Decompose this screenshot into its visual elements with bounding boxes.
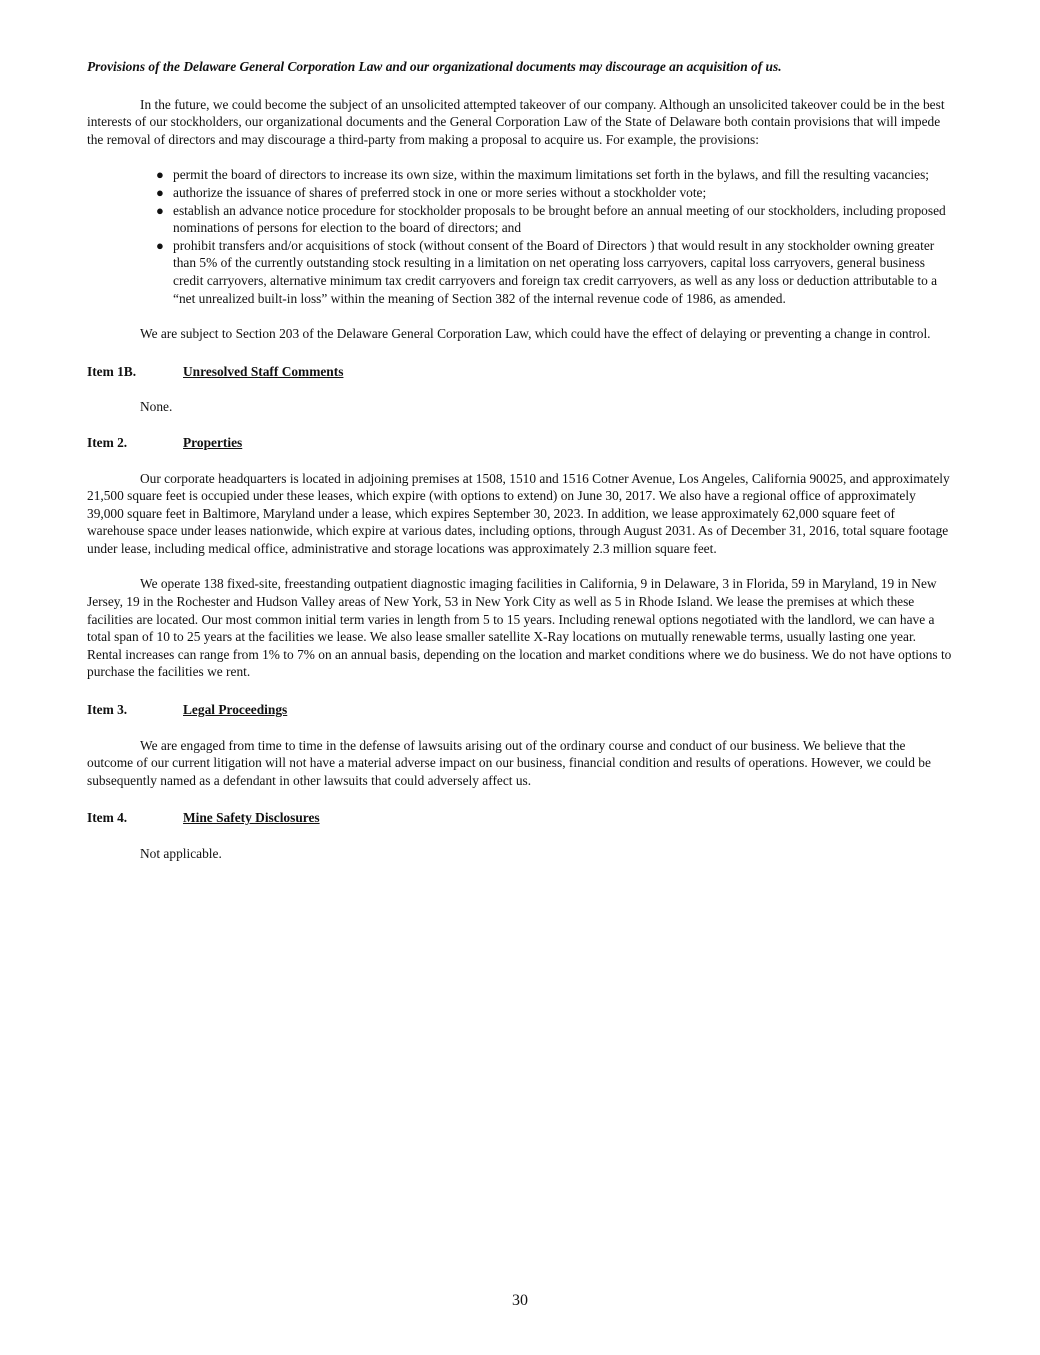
bullet-icon: ● [156, 184, 164, 200]
item-number: Item 4. [87, 810, 128, 826]
item-1b-heading [87, 363, 953, 381]
item-title: Properties [183, 434, 243, 450]
legal-proceedings-paragraph: We are engaged from time to time in the defense of lawsuits arising out of the ordinary course and conduct of our business. We believe that the outcome of our current litigation will not have a material adverse impact on our business, financial condition and results of operations. However, we could be subsequently named as a defendant in other lawsuits that could adversely affect us. [87, 737, 931, 788]
list-item-text: permit the board of directors to increase its own size, within the maximum limitations set forth in the bylaws, and fill the resulting vacancies; [173, 167, 930, 183]
bullet-icon: ● [156, 237, 164, 253]
item-4-body: Not applicable. [140, 846, 222, 861]
item-number: Item 3. [87, 702, 128, 718]
item-title: Unresolved Staff Comments [183, 363, 344, 379]
item-title: Mine Safety Disclosures [183, 810, 320, 826]
properties-paragraph-1: Our corporate headquarters is located in adjoining premises at 1508, 1510 and 1516 Cotner Avenue, Los Angeles, California 90025, and approximately 21,500 square feet is occupied under these leases, which expire (with options to extend) on June 30, 2017. We also have a regional office of approximately 39,000 square feet in Baltimore, Maryland under a lease, which expires September 30, 2023. In addition, we lease approximately 62,000 square feet of warehouse space under leases nationwide, which expire at various dates, including options, through August 2031. As of December 31, 2016, total square footage under lease, including medical office, administrative and storage locations was approximately 2.3 million square feet. [87, 470, 950, 556]
list-item [156, 184, 953, 202]
list-item [156, 202, 953, 237]
risk-factor-heading: Provisions of the Delaware General Corporation Law and our organizational documents may discourage an acquisition of us. [87, 59, 782, 74]
item-number: Item 1B. [87, 363, 137, 379]
list-item-text: establish an advance notice procedure for stockholder proposals to be brought before an annual meeting of our stockholders, including proposed nominations of persons for election to the board of directors; and [173, 202, 946, 236]
item-1b-body: None. [140, 399, 173, 415]
item-3-heading [87, 701, 953, 719]
item-4-heading [87, 809, 953, 827]
list-item [156, 166, 953, 184]
section203-paragraph: We are subject to Section 203 of the Delaware General Corporation Law, which could have the effect of delaying or preventing a change in control. [140, 326, 931, 342]
page-number: 30 [512, 1292, 528, 1309]
document-page [87, 58, 953, 881]
bullet-icon: ● [156, 167, 164, 183]
list-item [156, 237, 953, 307]
provisions-list [87, 166, 953, 307]
properties-paragraph-2: We operate 138 fixed-site, freestanding outpatient diagnostic imaging facilities in California, 9 in Delaware, 3 in Florida, 59 in Maryland, 19 in New Jersey, 19 in the Rochester and Hudson Valley areas of New York, 53 in New York City as well as 5 in Rhode Island. We lease the premises at which these facilities are located. Our most common initial term varies in length from 5 to 15 years. Including renewal options negotiated with the landlord, we can have a total span of 10 to 25 years at the facilities we lease. We also lease smaller satellite X-Ray locations on mutually renewable terms, usually lasting one year. Rental increases can range from 1% to 7% on an annual basis, depending on the location and market conditions where we do business. We do not have options to purchase the facilities we rent. [87, 576, 952, 680]
list-item-text: prohibit transfers and/or acquisitions of stock (without consent of the Board of Directors ) that would result in any stockholder owning greater than 5% of the currently outstanding stock resulting in a limitation on net operating loss carryovers, capital loss carryovers, general business credit carryovers, alternative minimum tax credit carryovers and foreign tax credit carryovers, as well as any loss or deduction attributable to a “net unrealized built-in loss” within the meaning of Section 382 of the internal revenue code of 1986, as amended. [173, 237, 938, 306]
bullet-icon: ● [156, 202, 164, 218]
item-2-heading [87, 434, 953, 452]
item-title: Legal Proceedings [183, 702, 288, 718]
list-item-text: authorize the issuance of shares of preferred stock in one or more series without a stockholder vote; [173, 184, 707, 200]
item-number: Item 2. [87, 434, 128, 450]
takeover-paragraph: In the future, we could become the subject of an unsolicited attempted takeover of our company. Although an unsolicited takeover could be in the best interests of our stockholders, our organizational documents and the General Corporation Law of the State of Delaware both contain provisions that will impede the removal of directors and may discourage a third-party from making a proposal to acquire us. For example, the provisions: [87, 96, 945, 147]
